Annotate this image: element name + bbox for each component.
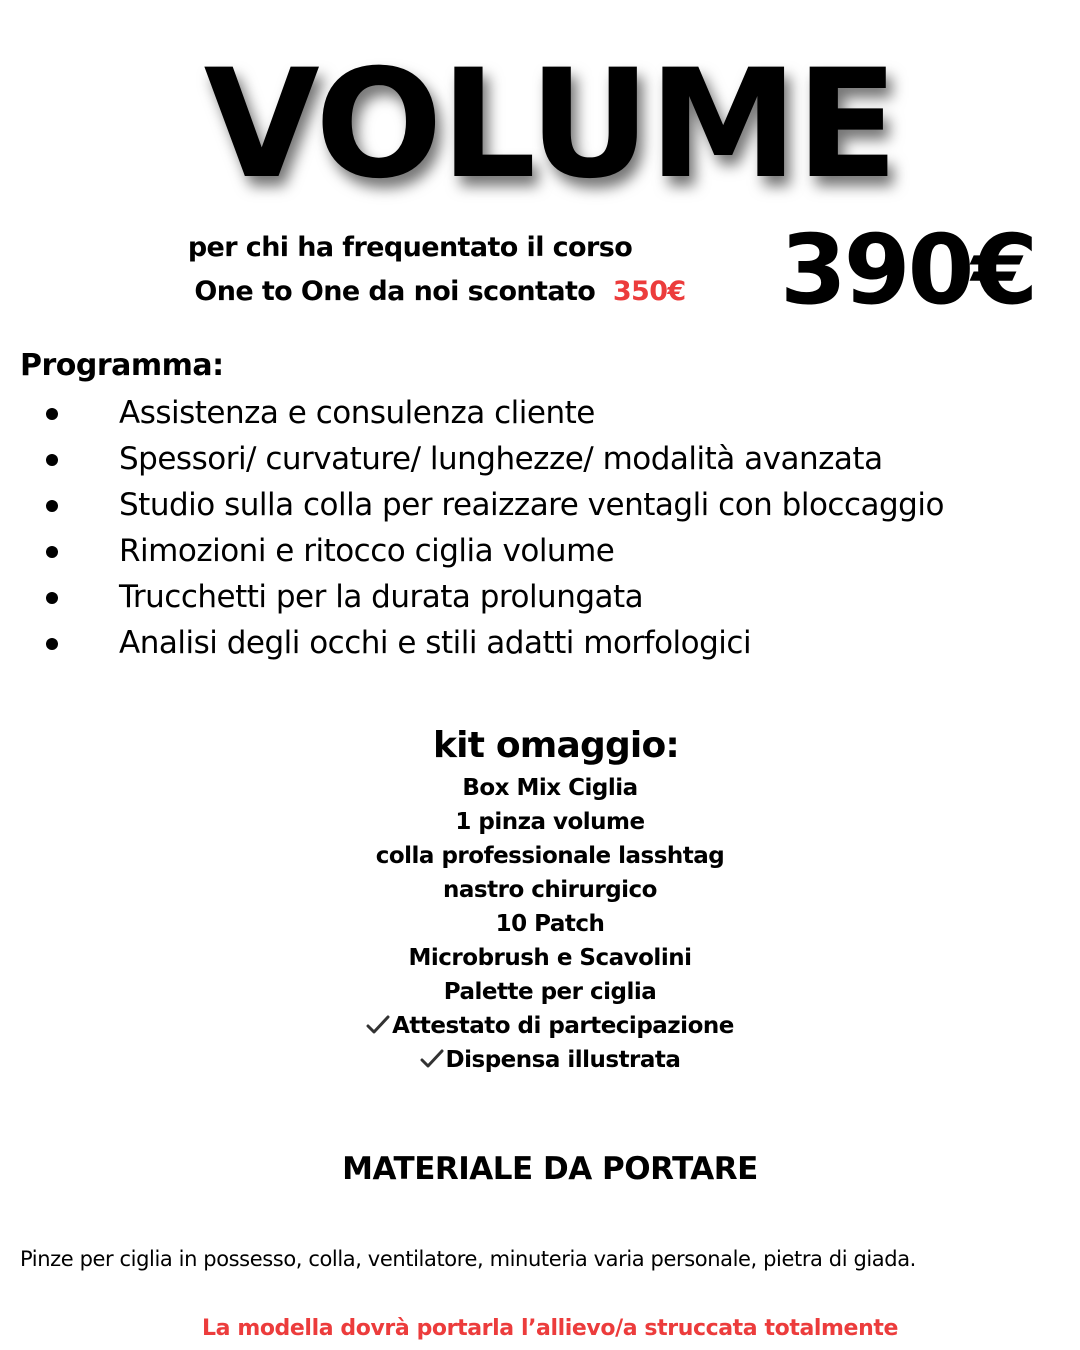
kit-item-checked — [300, 1009, 800, 1043]
kit-item: 10 Patch — [495, 911, 605, 937]
program-item-text: Trucchetti per la durata prolungata — [119, 579, 644, 615]
kit-item-checked-text: Dispensa illustrata — [445, 1047, 681, 1073]
program-item-text: Analisi degli occhi e stili adatti morfologici — [119, 625, 752, 661]
kit-item: 1 pinza volume — [455, 809, 645, 835]
kit-item: Box Mix Ciglia — [462, 775, 638, 801]
bullet-icon — [46, 546, 58, 558]
page-title: VOLUME — [203, 38, 897, 212]
program-item-text: Assistenza e consulenza cliente — [119, 395, 595, 431]
kit-item-checked — [300, 1043, 800, 1077]
kit-item-checked-text: Attestato di partecipazione — [392, 1013, 734, 1039]
discount-note-text: One to One da noi scontato — [194, 276, 596, 307]
material-heading: MATERIALE DA PORTARE — [342, 1151, 758, 1187]
bullet-icon — [46, 408, 58, 420]
program-item-text: Studio sulla colla per reaizzare ventagli con bloccaggio — [119, 487, 944, 523]
program-heading: Programma: — [20, 348, 224, 383]
checkmark-icon — [366, 1015, 390, 1035]
program-item-text: Spessori/ curvature/ lunghezze/ modalità avanzata — [119, 441, 883, 477]
discount-note — [140, 226, 740, 314]
discount-note-line2 — [140, 270, 740, 314]
bullet-icon — [46, 638, 58, 650]
discount-note-line1: per chi ha frequentato il corso — [187, 232, 633, 263]
kit-item: colla professionale lasshtag — [375, 843, 725, 869]
model-note: La modella dovrà portarla l’allievo/a struccata totalmente — [202, 1316, 898, 1341]
kit-item: Microbrush e Scavolini — [408, 945, 692, 971]
kit-item: Palette per ciglia — [443, 979, 657, 1005]
checkmark-icon — [420, 1049, 444, 1069]
course-price: 390€ — [780, 214, 1036, 326]
bullet-icon — [46, 500, 58, 512]
material-text: Pinze per ciglia in possesso, colla, ventilatore, minuteria varia personale, pietra di giada. — [20, 1247, 916, 1271]
program-item-text: Rimozioni e ritocco ciglia volume — [119, 533, 615, 569]
bullet-icon — [46, 592, 58, 604]
discount-price: 350€ — [612, 276, 686, 307]
kit-heading: kit omaggio: — [433, 725, 679, 766]
kit-list — [300, 771, 800, 1077]
kit-item: nastro chirurgico — [443, 877, 657, 903]
bullet-icon — [46, 454, 58, 466]
